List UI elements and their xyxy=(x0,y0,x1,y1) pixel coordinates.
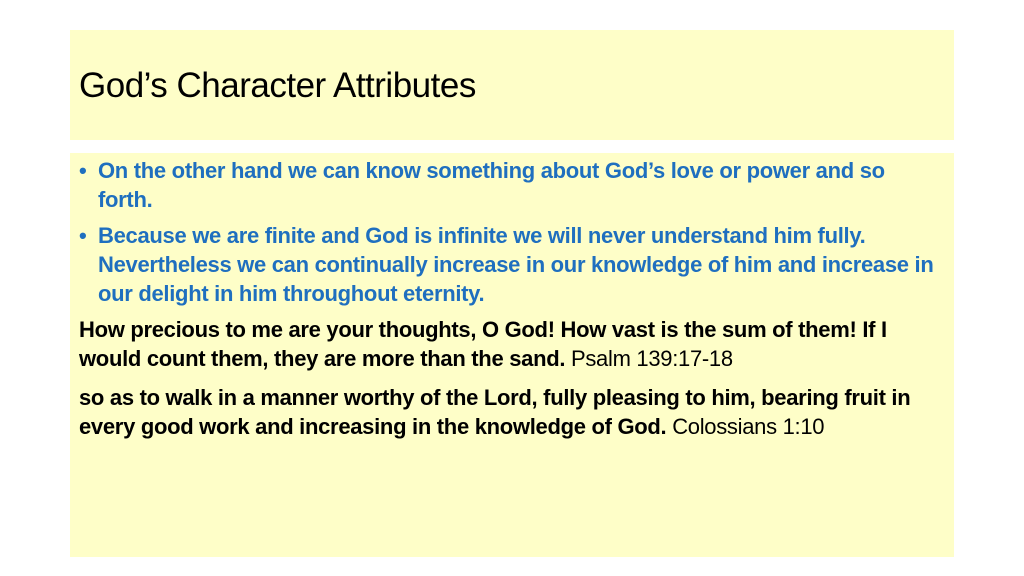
bullet-list xyxy=(79,156,944,308)
bullet-text: On the other hand we can know something about God’s love or power and so forth. xyxy=(98,158,885,212)
quote-reference: Colossians 1:10 xyxy=(672,414,825,439)
quote-text: How precious to me are your thoughts, O God! How vast is the sum of them! If I would count them, they are more than the sand. xyxy=(79,317,887,371)
scripture-quote xyxy=(79,383,944,441)
bullet-dot-icon: • xyxy=(79,223,87,248)
bullet-dot-icon: • xyxy=(79,158,87,183)
content-box xyxy=(70,153,954,557)
bullet-text: Because we are finite and God is infinite we will never understand him fully. Nevertheless we can continually increase in our knowledge of him and increase in our delight in him throughout eternity. xyxy=(98,223,934,306)
slide-title: God’s Character Attributes xyxy=(79,66,476,105)
bullet-item xyxy=(79,156,944,214)
bullet-item xyxy=(79,221,944,308)
quote-text: so as to walk in a manner worthy of the Lord, fully pleasing to him, bearing fruit in every good work and increasing in the knowledge of God. xyxy=(79,385,911,439)
scripture-quote xyxy=(79,315,944,373)
quote-reference: Psalm 139:17-18 xyxy=(570,346,733,371)
title-box xyxy=(70,30,954,140)
